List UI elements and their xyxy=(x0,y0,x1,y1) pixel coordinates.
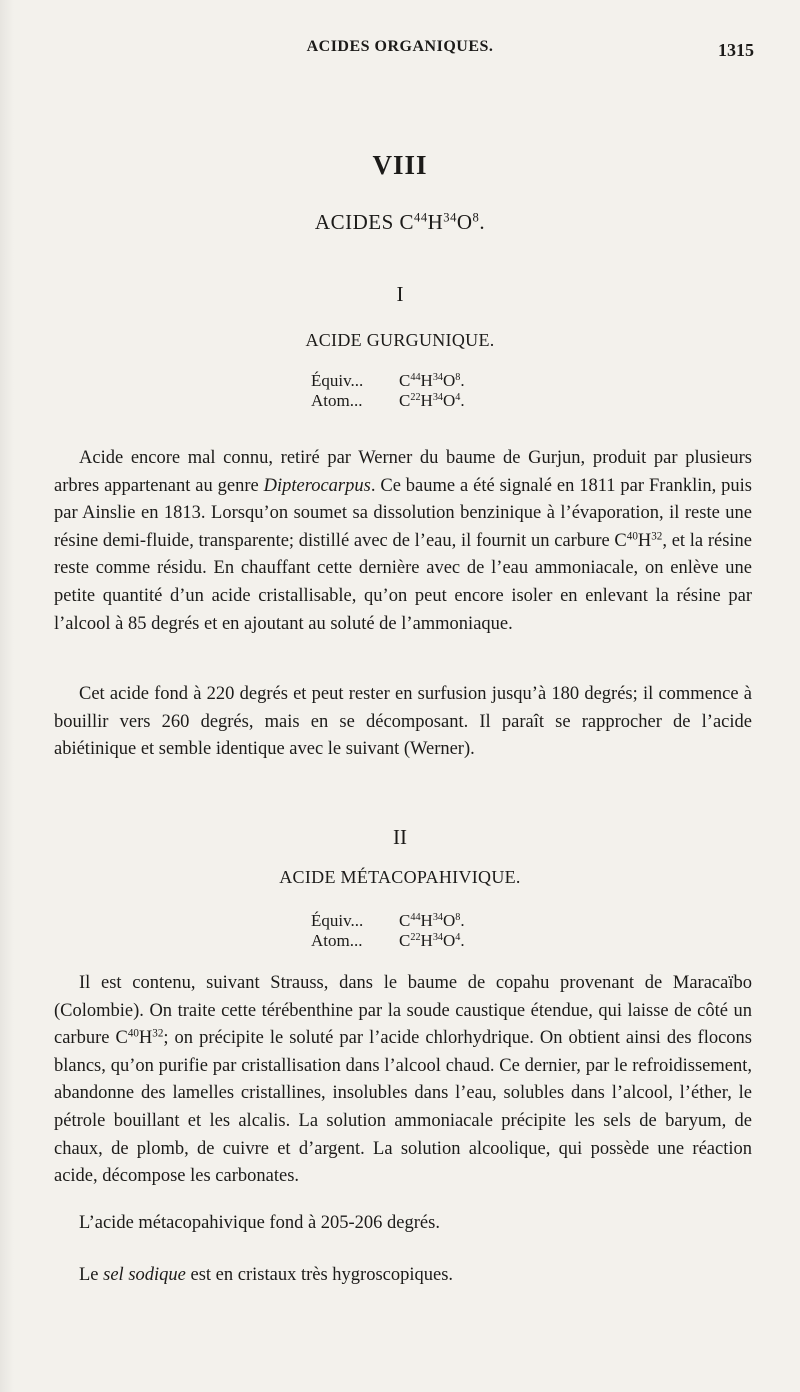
paragraph-gurgunique-description: Acide encore mal connu, retiré par Werner du baume de Gurjun, produit par plusieurs arbres appartenant au genre Dipterocarpus. Ce baume a été signalé en 1811 par Franklin, puis par Ainslie en 1813. Lorsqu’on soumet sa dissolution benzinique à l’évaporation, il reste une résine demi-fluide, transparente; distillé avec de l’eau, il fournit un carbure $C^{40}H^{32}$, et la résine reste comme résidu. En chauffant cette dernière avec de l’eau ammoniacale, on enlève une petite quantité d’un acide cristallisable, qu’on peut encore isoler en enlevant la résine par l’alcool à 85 degrés et en ajoutant au soluté de l’ammoniaque. xyxy=(54,448,752,634)
atom-formula-row: Atom... $C^{22}H^{34}O^4$. xyxy=(311,391,465,410)
salt-name: sel sodique xyxy=(103,1265,186,1285)
genus-name: Dipterocarpus xyxy=(263,475,371,496)
paragraph-sodium-salt: Le sel sodique est en cristaux très hygroscopiques. xyxy=(79,1265,454,1285)
paragraph-melting-point: L’acide métacopahivique fond à 205-206 degrés. xyxy=(79,1213,440,1233)
atom-label: Atom... xyxy=(311,931,363,950)
formula-block-2 xyxy=(311,911,465,951)
atom-label: Atom... xyxy=(311,391,363,410)
running-title: ACIDES ORGANIQUES. xyxy=(306,38,494,55)
formula-block-1 xyxy=(311,371,465,411)
equiv-label: Équiv... xyxy=(311,371,364,390)
section-title-1: ACIDE GURGUNIQUE. xyxy=(305,330,495,350)
equiv-label: Équiv... xyxy=(311,911,364,930)
section-number-1: I xyxy=(396,282,404,306)
equiv-formula-row: Équiv... $C^{44}H^{34}O^8$. xyxy=(311,371,465,390)
paragraph-gurgunique-properties: Cet acide fond à 220 degrés et peut rester en surfusion jusqu’à 180 degrés; il commence à bouillir vers 260 degrés, mais en se décomposant. Il paraît se rapprocher de l’acide abiétinique et semble identique avec le suivant (Werner). xyxy=(54,684,752,760)
equiv-formula-row: Équiv... $C^{44}H^{34}O^8$. xyxy=(311,911,465,930)
section-number-2: II xyxy=(393,825,407,849)
chapter-number: VIII xyxy=(372,150,428,180)
running-header xyxy=(0,36,800,62)
page-number: 1315 xyxy=(718,40,754,60)
section-title-2: ACIDE MÉTACOPAHIVIQUE. xyxy=(279,867,521,887)
paragraph-metacopahivique-description: Il est contenu, suivant Strauss, dans le baume de copahu provenant de Maracaïbo (Colombie). On traite cette térébenthine par la soude caustique étendue, qui laisse de côté un carbure $C^{40}H^{32}$; on précipite le soluté par l’acide chlorhydrique. On obtient ainsi des flocons blancs, qu’on purifie par cristallisation dans l’alcool chaud. Ce dernier, par le refroidissement, abandonne des lamelles cristallines, insolubles dans l’eau, solubles dans l’alcool, l’éther, le pétrole bouillant et les alcalis. La solution ammoniacale précipite les sels de baryum, de chaux, de plomb, de cuivre et d’argent. La solution alcoolique, qui possède une réaction acide, décompose les carbonates. xyxy=(54,973,753,1187)
atom-formula-row: Atom... $C^{22}H^{34}O^4$. xyxy=(311,931,465,950)
chapter-title: ACIDES $C^{44}H^{34}O^8$. xyxy=(314,210,486,234)
